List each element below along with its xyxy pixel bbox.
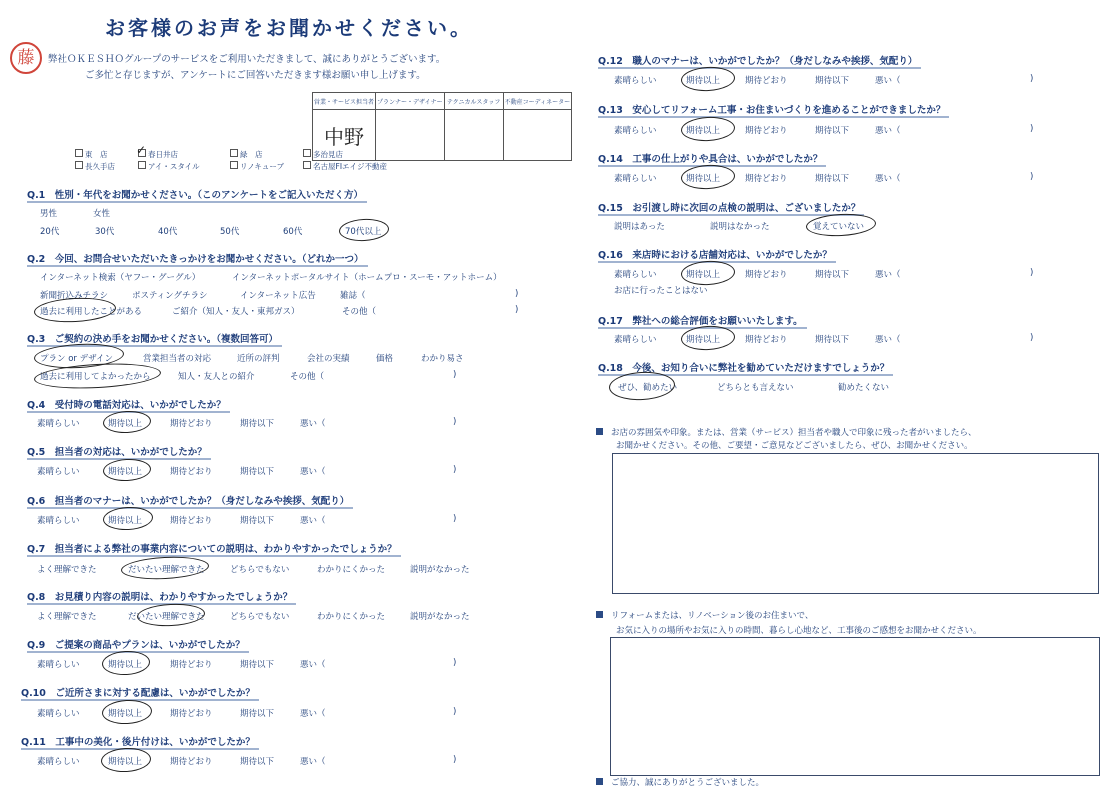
intro-line-1: 弊社ＯＫＥＳＨＯグループのサービスをご利用いただきまして、誠にありがとうございます。	[48, 54, 446, 65]
paren-close: )	[515, 305, 519, 315]
paren-close: )	[453, 658, 457, 668]
q1-gender-female[interactable]: 女性	[93, 209, 111, 219]
q7-title: Q.7 担当者による弊社の事業内容についての説明は、わかりやすかったでしょうか？	[27, 541, 397, 555]
scale-bad[interactable]: 悪い（	[875, 335, 901, 345]
checkbox-icon	[75, 149, 83, 157]
q3-option[interactable]: プラン or デザイン	[40, 354, 114, 364]
store-checkbox[interactable]: 長久手店	[75, 161, 115, 172]
checkbox-icon	[230, 161, 238, 169]
scale-above[interactable]: 期待以上	[108, 516, 143, 526]
paren-close: )	[453, 417, 457, 427]
scale-below[interactable]: 期待以下	[240, 660, 275, 670]
staff-header-realestate: 不動産コーディネーター	[503, 93, 572, 110]
scale-below[interactable]: 期待以下	[815, 126, 850, 136]
store-checkbox[interactable]: 多治見店	[303, 149, 343, 160]
square-bullet-icon	[596, 778, 603, 785]
q3-option[interactable]: わかり易さ	[421, 354, 464, 364]
scale-expected[interactable]: 期待どおり	[745, 174, 788, 184]
q2-option[interactable]: その他（	[342, 307, 377, 317]
square-bullet-icon	[596, 428, 603, 435]
q2-option[interactable]: 新聞折込みチラシ	[40, 291, 109, 301]
q2-option[interactable]: 過去に利用したことがある	[40, 307, 143, 317]
q7-option[interactable]: どちらでもない	[230, 565, 290, 575]
q7-option[interactable]: 説明がなかった	[410, 565, 470, 575]
checkbox-icon	[230, 149, 238, 157]
scale-excellent[interactable]: 素晴らしい	[37, 709, 80, 719]
q15-option[interactable]: 説明はなかった	[710, 222, 770, 232]
page-title: お客様のお声をお聞かせください。	[105, 16, 473, 40]
q8-option[interactable]: よく理解できた	[37, 612, 97, 622]
handwritten-circle	[680, 164, 735, 191]
q2-option[interactable]: ご紹介（知人・友人・東邦ガス）	[172, 307, 300, 317]
q3-option[interactable]: 知人・友人との紹介	[178, 372, 255, 382]
comment2-label-2: お気に入りの場所やお気に入りの時間、暮らし心地など、工事後のご感想をお聞かせください。	[616, 626, 982, 636]
scale-expected[interactable]: 期待どおり	[745, 270, 788, 280]
scale-excellent[interactable]: 素晴らしい	[614, 76, 657, 86]
staff-header-sales: 営業・サービス担当者	[313, 93, 376, 110]
scale-above[interactable]: 期待以上	[686, 335, 721, 345]
scale-excellent[interactable]: 素晴らしい	[614, 270, 657, 280]
paren-close: )	[453, 370, 457, 380]
checkbox-icon	[303, 149, 311, 157]
scale-expected[interactable]: 期待どおり	[170, 660, 213, 670]
scale-bad[interactable]: 悪い（	[300, 419, 326, 429]
checkbox-icon	[75, 161, 83, 169]
paren-close: )	[453, 514, 457, 524]
scale-bad[interactable]: 悪い（	[300, 757, 326, 767]
q3-title: Q.3 ご契約の決め手をお聞かせください。（複数回答可）	[27, 331, 278, 345]
scale-below[interactable]: 期待以下	[815, 174, 850, 184]
q3-option[interactable]: 価格	[376, 354, 394, 364]
q8-title: Q.8 お見積り内容の説明は、わかりやすかったでしょうか？	[27, 589, 292, 603]
q2-option[interactable]: 雑誌（	[340, 291, 366, 301]
q1-title: Q.1 性別・年代をお聞かせください。（このアンケートをご記入いただく方）	[27, 187, 363, 201]
paren-close: )	[515, 289, 519, 299]
scale-expected[interactable]: 期待どおり	[745, 76, 788, 86]
paren-close: )	[1030, 333, 1034, 343]
scale-below[interactable]: 期待以下	[815, 76, 850, 86]
q12-title: Q.12 職人のマナーは、いかがでしたか？（身だしなみや挨拶、気配り）	[598, 53, 917, 67]
scale-bad[interactable]: 悪い（	[875, 76, 901, 86]
scale-above[interactable]: 期待以上	[686, 270, 721, 280]
q3-option[interactable]: 過去に利用してよかったから	[40, 372, 151, 382]
q2-title: Q.2 今回、お問合せいただいたきっかけをお聞かせください。（どれか一つ）	[27, 251, 364, 265]
scale-above[interactable]: 期待以上	[108, 467, 143, 477]
q1-age-40[interactable]: 40代	[158, 227, 178, 237]
comment1-label-2: お聞かせください。その他、ご要望・ご意見などございましたら、ぜひ、お聞かせください。	[616, 441, 973, 451]
intro-line-2: ご多忙と存じますが、アンケートにご回答いただきます様お願い申し上げます。	[85, 70, 426, 81]
scale-below[interactable]: 期待以下	[240, 516, 275, 526]
checkbox-icon	[303, 161, 311, 169]
scale-above[interactable]: 期待以上	[108, 709, 143, 719]
paren-close: )	[1030, 268, 1034, 278]
store-checkbox[interactable]: リノキューブ	[230, 161, 284, 172]
q2-option[interactable]: インターネットポータルサイト（ホームプロ・スーモ・アットホーム）	[232, 273, 502, 283]
staff-header-technical: テクニカルスタッフ	[444, 93, 503, 110]
q17-title: Q.17 弊社への総合評価をお願いいたします。	[598, 313, 803, 327]
handwritten-circle	[100, 747, 151, 774]
scale-bad[interactable]: 悪い（	[875, 270, 901, 280]
q18-option[interactable]: どちらとも言えない	[717, 383, 794, 393]
scale-below[interactable]: 期待以下	[240, 709, 275, 719]
q8-option[interactable]: どちらでもない	[230, 612, 290, 622]
store-checkbox[interactable]: 名古屋FIエイジ不動産	[303, 161, 387, 172]
handwritten-circle	[680, 66, 735, 93]
footer-thanks: ご協力、誠にありがとうございました。	[596, 776, 764, 788]
q10-title: Q.10 ご近所さまに対する配慮は、いかがでしたか？	[21, 685, 255, 699]
scale-above[interactable]: 期待以上	[686, 174, 721, 184]
checkmark-icon: ✓	[136, 143, 147, 157]
q7-option[interactable]: よく理解できた	[37, 565, 97, 575]
q3-option[interactable]: その他（	[290, 372, 325, 382]
scale-excellent[interactable]: 素晴らしい	[37, 467, 80, 477]
handwritten-circle	[101, 699, 152, 726]
scale-expected[interactable]: 期待どおり	[170, 709, 213, 719]
scale-below[interactable]: 期待以下	[240, 467, 275, 477]
staff-sales-value[interactable]: 中野	[313, 110, 376, 161]
scale-bad[interactable]: 悪い（	[300, 467, 326, 477]
q7-option[interactable]: だいたい理解できた	[128, 565, 205, 575]
paren-close: )	[453, 465, 457, 475]
paren-close: )	[1030, 74, 1034, 84]
handwritten-circle	[102, 458, 151, 482]
q2-option[interactable]: ポスティングチラシ	[132, 291, 208, 301]
q15-option[interactable]: 覚えていない	[813, 222, 865, 232]
q13-title: Q.13 安心してリフォーム工事・お住まいづくりを進めることができましたか？	[598, 102, 945, 116]
scale-excellent[interactable]: 素晴らしい	[37, 757, 80, 767]
scale-expected[interactable]: 期待どおり	[745, 126, 788, 136]
square-bullet-icon	[596, 611, 603, 618]
q1-age-30[interactable]: 30代	[95, 227, 115, 237]
scale-bad[interactable]: 悪い（	[875, 174, 901, 184]
q3-option[interactable]: 近所の評判	[237, 354, 280, 364]
q8-option[interactable]: わかりにくかった	[317, 612, 386, 622]
scale-below[interactable]: 期待以下	[240, 757, 275, 767]
store-checkbox[interactable]: 緑 店	[230, 149, 263, 160]
q1-gender-male[interactable]: 男性	[40, 209, 58, 219]
staff-header-planner: プランナー・デザイナー	[376, 93, 445, 110]
q15-option[interactable]: 説明はあった	[614, 222, 665, 232]
handwritten-circle	[338, 218, 389, 243]
staff-realestate-value[interactable]	[503, 110, 572, 161]
q8-option[interactable]: 説明がなかった	[410, 612, 470, 622]
scale-above[interactable]: 期待以上	[108, 660, 143, 670]
scale-bad[interactable]: 悪い（	[300, 709, 326, 719]
scale-excellent[interactable]: 素晴らしい	[614, 174, 657, 184]
q7-option[interactable]: わかりにくかった	[317, 565, 386, 575]
scale-expected[interactable]: 期待どおり	[170, 467, 213, 477]
store-checkbox[interactable]: 東 店	[75, 149, 108, 160]
paren-close: )	[453, 707, 457, 717]
store-checkbox[interactable]: アイ・スタイル	[138, 161, 200, 172]
comment2-label: リフォームまたは、リノベーション後のお住まいで、	[596, 609, 813, 621]
comment2-textarea[interactable]	[610, 637, 1100, 776]
company-seal-stamp: 藤	[10, 42, 42, 74]
handwritten-circle	[680, 260, 735, 287]
handwritten-circle	[101, 650, 150, 676]
q2-option[interactable]: インターネット広告	[240, 291, 316, 301]
handwritten-circle	[680, 116, 735, 143]
paren-close: )	[1030, 124, 1034, 134]
scale-above[interactable]: 期待以上	[686, 76, 721, 86]
q5-title: Q.5 担当者の対応は、いかがでしたか？	[27, 444, 207, 458]
scale-expected[interactable]: 期待どおり	[170, 757, 213, 767]
q18-title: Q.18 今後、お知り合いに弊社を勧めていただけますでしょうか？	[598, 360, 889, 374]
scale-expected[interactable]: 期待どおり	[745, 335, 788, 345]
staff-technical-value[interactable]	[444, 110, 503, 161]
q15-title: Q.15 お引渡し時に次回の点検の説明は、ございましたか？	[598, 200, 860, 214]
q9-title: Q.9 ご提案の商品やプランは、いかがでしたか？	[27, 637, 245, 651]
q11-title: Q.11 工事中の美化・後片付けは、いかがでしたか？	[21, 734, 255, 748]
scale-bad[interactable]: 悪い（	[875, 126, 901, 136]
checkbox-icon	[138, 161, 146, 169]
scale-excellent[interactable]: 素晴らしい	[614, 335, 657, 345]
q8-option[interactable]: だいたい理解できた	[128, 612, 205, 622]
q1-age-20[interactable]: 20代	[40, 227, 60, 237]
q6-title: Q.6 担当者のマナーは、いかがでしたか？（身だしなみや挨拶、気配り）	[27, 493, 349, 507]
q1-age-50[interactable]: 50代	[220, 227, 240, 237]
comment1-label: お店の雰囲気や印象。または、営業（サービス）担当者や職人で印象に残った者がいましたら、	[596, 426, 977, 438]
scale-bad[interactable]: 悪い（	[300, 516, 326, 526]
scale-excellent[interactable]: 素晴らしい	[37, 516, 80, 526]
q1-age-70plus[interactable]: 70代以上	[345, 227, 382, 237]
handwritten-circle	[120, 555, 209, 582]
handwritten-circle	[102, 410, 151, 434]
q3-option[interactable]: 会社の実績	[307, 354, 350, 364]
handwritten-circle	[136, 602, 205, 628]
q14-title: Q.14 工事の仕上がりや具合は、いかがでしたか？	[598, 151, 822, 165]
scale-expected[interactable]: 期待どおり	[170, 419, 213, 429]
scale-excellent[interactable]: 素晴らしい	[37, 419, 80, 429]
q16-title: Q.16 来店時における店舗対応は、いかがでしたか？	[598, 247, 832, 261]
scale-excellent[interactable]: 素晴らしい	[37, 660, 80, 670]
q1-age-60[interactable]: 60代	[283, 227, 303, 237]
scale-expected[interactable]: 期待どおり	[170, 516, 213, 526]
paren-close: )	[453, 755, 457, 765]
scale-excellent[interactable]: 素晴らしい	[614, 126, 657, 136]
scale-below[interactable]: 期待以下	[240, 419, 275, 429]
scale-below[interactable]: 期待以下	[815, 270, 850, 280]
q2-option[interactable]: インターネット検索（ヤフー・グーグル）	[40, 273, 201, 283]
handwritten-circle	[805, 212, 876, 238]
q18-option[interactable]: 勧めたくない	[838, 383, 890, 393]
scale-above[interactable]: 期待以上	[108, 419, 143, 429]
q16-never-visited[interactable]: お店に行ったことはない	[614, 286, 708, 296]
handwritten-circle	[102, 506, 153, 532]
staff-table	[312, 92, 572, 161]
scale-above[interactable]: 期待以上	[108, 757, 143, 767]
q3-option[interactable]: 営業担当者の対応	[143, 354, 212, 364]
q4-title: Q.4 受付時の電話対応は、いかがでしたか？	[27, 397, 226, 411]
scale-below[interactable]: 期待以下	[815, 335, 850, 345]
store-checkbox[interactable]: 春日井店	[138, 149, 178, 160]
q18-option[interactable]: ぜひ、勧めたい	[618, 383, 678, 393]
paren-close: )	[1030, 172, 1034, 182]
comment1-textarea[interactable]	[612, 453, 1099, 594]
scale-above[interactable]: 期待以上	[686, 126, 721, 136]
scale-bad[interactable]: 悪い（	[300, 660, 326, 670]
staff-planner-value[interactable]	[376, 110, 445, 161]
